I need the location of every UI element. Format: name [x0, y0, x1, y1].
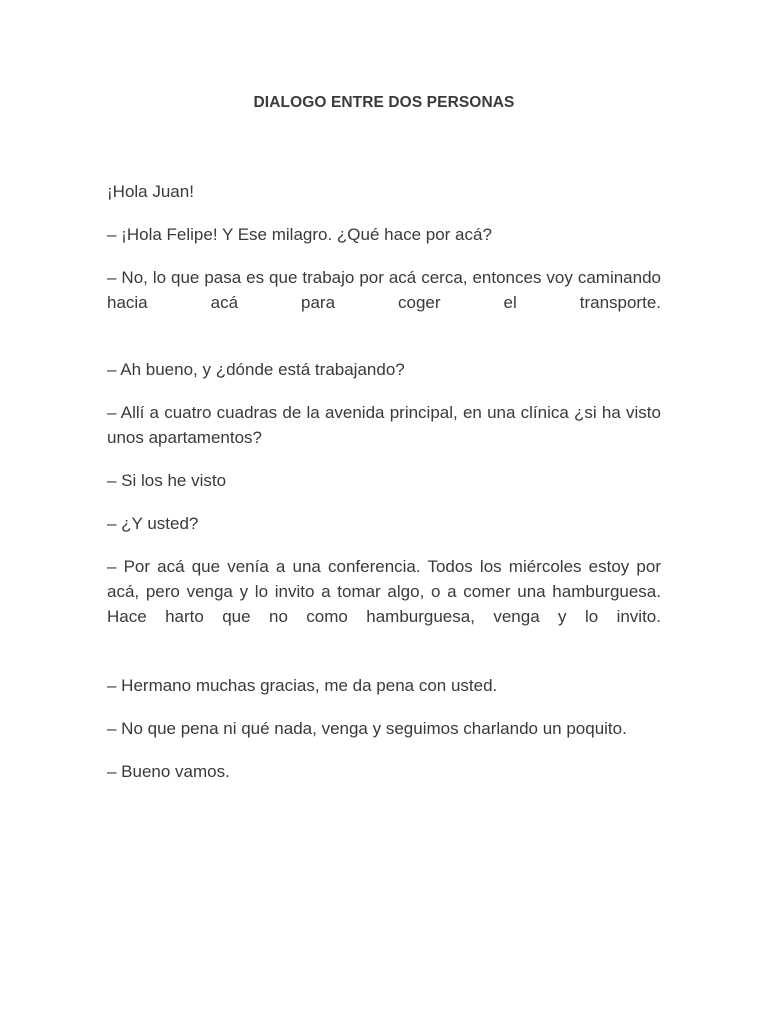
- dialogue-line-10: – No que pena ni qué nada, venga y seguimos charlando un poquito.: [107, 719, 627, 738]
- dialogue-body: [107, 0, 661, 1024]
- dialogue-line-6: – Si los he visto: [107, 471, 227, 490]
- dialogue-line-9: – Hermano muchas gracias, me da pena con usted.: [107, 676, 498, 695]
- dialogue-line-5: – Allí a cuatro cuadras de la avenida principal, en una clínica ¿si ha visto unos apartamentos?: [107, 403, 661, 447]
- document-title: DIALOGO ENTRE DOS PERSONAS: [253, 94, 515, 111]
- dialogue-line-2: – ¡Hola Felipe! Y Ese milagro. ¿Qué hace por acá?: [107, 225, 492, 244]
- dialogue-line-3: – No, lo que pasa es que trabajo por acá cerca, entonces voy caminando hacia acá para coger el transporte.: [107, 268, 661, 312]
- dialogue-line-8: – Por acá que venía a una conferencia. Todos los miércoles estoy por acá, pero venga y lo invito a tomar algo, o a comer una hamburguesa. Hace harto que no como hamburguesa, venga y lo invito.: [107, 557, 661, 626]
- dialogue-line-7: – ¿Y usted?: [107, 514, 199, 533]
- dialogue-line-11: – Bueno vamos.: [107, 762, 230, 781]
- dialogue-line-4: – Ah bueno, y ¿dónde está trabajando?: [107, 360, 405, 379]
- dialogue-line-1: ¡Hola Juan!: [107, 182, 194, 201]
